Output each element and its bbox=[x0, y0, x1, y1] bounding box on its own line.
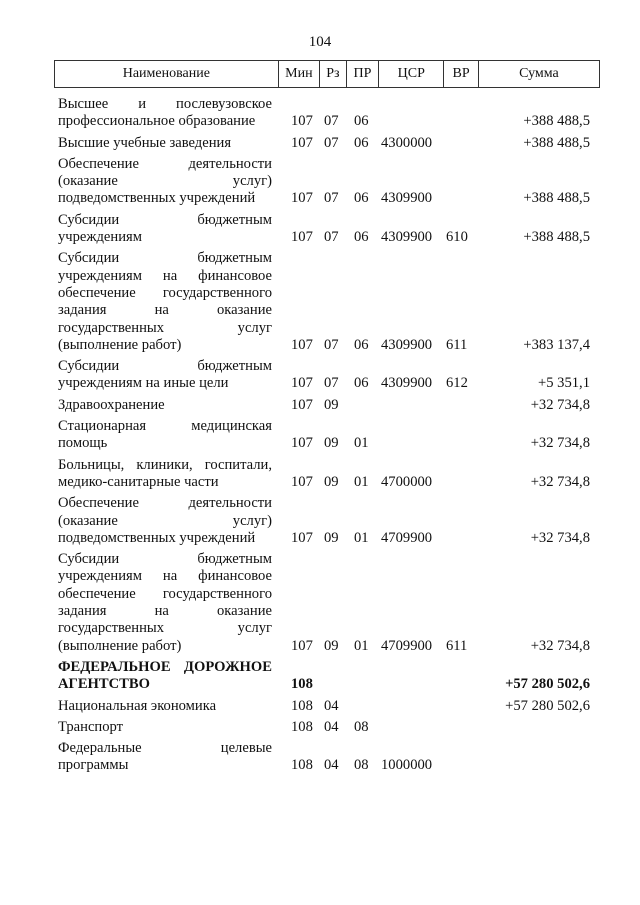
table-row bbox=[58, 698, 590, 715]
row-pr: 08 bbox=[354, 718, 369, 735]
row-name-line: обеспечение государственного bbox=[58, 284, 272, 301]
row-min: 108 bbox=[291, 676, 313, 693]
header-vr: ВР bbox=[444, 61, 479, 87]
row-name-line: Стационарная медицинская bbox=[58, 418, 272, 435]
row-pr: 01 bbox=[354, 637, 369, 654]
row-name-line: Субсидии бюджетным bbox=[58, 211, 272, 228]
row-name-line: подведомственных учреждений bbox=[58, 529, 256, 546]
row-rz: 09 bbox=[324, 435, 339, 452]
row-rz: 04 bbox=[324, 718, 339, 735]
row-name-line: Высшее и послевузовское bbox=[58, 96, 272, 112]
row-pr: 01 bbox=[354, 529, 369, 546]
header-pr: ПР bbox=[347, 61, 380, 87]
row-min: 108 bbox=[291, 757, 313, 774]
table-header bbox=[54, 60, 600, 88]
row-pr: 06 bbox=[354, 134, 369, 151]
row-sum: +388 488,5 bbox=[523, 229, 590, 246]
table-body bbox=[58, 96, 590, 779]
row-name-line: Здравоохранение bbox=[58, 396, 165, 413]
row-name-line: подведомственных учреждений bbox=[58, 190, 256, 207]
row-rz: 07 bbox=[324, 229, 339, 246]
table-row bbox=[58, 457, 590, 492]
row-name-line: (оказание услуг) bbox=[58, 512, 272, 529]
row-name bbox=[58, 719, 272, 736]
row-vr: 610 bbox=[446, 229, 468, 246]
row-name-line: Субсидии бюджетным bbox=[58, 358, 272, 375]
row-csr: 4309900 bbox=[381, 190, 433, 207]
row-name-line: Больницы, клиники, госпитали, bbox=[58, 456, 272, 473]
row-name-line: программы bbox=[58, 757, 129, 774]
row-pr: 01 bbox=[354, 435, 369, 452]
table-row bbox=[58, 551, 590, 655]
row-name-line: ФЕДЕРАЛЬНОЕ ДОРОЖНОЕ bbox=[58, 658, 272, 675]
row-name bbox=[58, 358, 272, 393]
row-min: 108 bbox=[291, 697, 313, 714]
row-name-line: (выполнение работ) bbox=[58, 336, 182, 353]
row-name-line: Обеспечение деятельности bbox=[58, 495, 272, 512]
row-sum: +32 734,8 bbox=[530, 529, 590, 546]
table-row bbox=[58, 212, 590, 247]
row-name-line: помощь bbox=[58, 435, 108, 452]
row-sum: +5 351,1 bbox=[537, 375, 590, 392]
row-pr: 06 bbox=[354, 229, 369, 246]
row-pr: 06 bbox=[354, 375, 369, 392]
row-csr: 4309900 bbox=[381, 229, 433, 246]
row-csr: 4309900 bbox=[381, 336, 433, 353]
row-rz: 07 bbox=[324, 134, 339, 151]
row-name bbox=[58, 250, 272, 354]
row-name bbox=[58, 156, 272, 208]
row-name-line: задания на оказание bbox=[58, 603, 272, 620]
row-rz: 07 bbox=[324, 190, 339, 207]
row-name bbox=[58, 212, 272, 247]
table-row bbox=[58, 135, 590, 152]
row-sum: +32 734,8 bbox=[530, 435, 590, 452]
row-vr: 611 bbox=[446, 336, 468, 353]
row-name-line: Высшие учебные заведения bbox=[58, 134, 232, 151]
row-rz: 07 bbox=[324, 113, 339, 130]
header-csr: ЦСР bbox=[379, 61, 444, 87]
page-number: 104 bbox=[308, 34, 332, 50]
row-name-line: Национальная экономика bbox=[58, 697, 217, 714]
table-row bbox=[58, 397, 590, 414]
row-sum: +32 734,8 bbox=[530, 637, 590, 654]
row-vr: 611 bbox=[446, 637, 468, 654]
row-sum: +383 137,4 bbox=[523, 336, 590, 353]
row-name-line: (оказание услуг) bbox=[58, 173, 272, 190]
row-rz: 07 bbox=[324, 375, 339, 392]
row-name bbox=[58, 397, 272, 414]
row-name bbox=[58, 698, 272, 715]
header-rz: Рз bbox=[320, 61, 347, 87]
row-rz: 07 bbox=[324, 336, 339, 353]
row-sum: +388 488,5 bbox=[523, 190, 590, 207]
row-pr: 06 bbox=[354, 190, 369, 207]
table-row bbox=[58, 659, 590, 694]
table-row bbox=[58, 740, 590, 775]
row-name-line: профессиональное образование bbox=[58, 113, 256, 130]
row-min: 107 bbox=[291, 113, 313, 130]
row-name-line: государственных услуг bbox=[58, 319, 272, 336]
row-name-line: задания на оказание bbox=[58, 302, 272, 319]
row-name-line: обеспечение государственного bbox=[58, 585, 272, 602]
row-name-line: государственных услуг bbox=[58, 620, 272, 637]
row-name bbox=[58, 96, 272, 131]
row-pr: 06 bbox=[354, 113, 369, 130]
row-pr: 01 bbox=[354, 473, 369, 490]
row-sum: +57 280 502,6 bbox=[505, 676, 590, 693]
table-row bbox=[58, 96, 590, 131]
row-name-line: Обеспечение деятельности bbox=[58, 155, 272, 172]
row-name-line: учреждениям на иные цели bbox=[58, 375, 229, 392]
row-name-line: учреждениям на финансовое bbox=[58, 267, 272, 284]
row-name-line: учреждениям на финансовое bbox=[58, 568, 272, 585]
row-sum: +388 488,5 bbox=[523, 113, 590, 130]
row-rz: 04 bbox=[324, 697, 339, 714]
row-csr: 4709900 bbox=[381, 529, 433, 546]
row-csr: 4700000 bbox=[381, 473, 433, 490]
row-sum: +32 734,8 bbox=[530, 473, 590, 490]
row-name-line: АГЕНТСТВО bbox=[58, 676, 151, 693]
row-name bbox=[58, 457, 272, 492]
row-min: 107 bbox=[291, 435, 313, 452]
row-min: 107 bbox=[291, 396, 313, 413]
row-sum: +57 280 502,6 bbox=[505, 697, 590, 714]
row-name bbox=[58, 740, 272, 775]
row-csr: 4300000 bbox=[381, 134, 433, 151]
table-row bbox=[58, 719, 590, 736]
row-min: 107 bbox=[291, 336, 313, 353]
row-min: 107 bbox=[291, 375, 313, 392]
row-csr: 4309900 bbox=[381, 375, 433, 392]
row-pr: 06 bbox=[354, 336, 369, 353]
table-row bbox=[58, 156, 590, 208]
row-name-line: Субсидии бюджетным bbox=[58, 250, 272, 267]
header-min: Мин bbox=[279, 61, 320, 87]
row-name bbox=[58, 135, 272, 152]
table-row bbox=[58, 495, 590, 547]
row-name bbox=[58, 551, 272, 655]
row-name-line: Субсидии бюджетным bbox=[58, 551, 272, 568]
table-row bbox=[58, 250, 590, 354]
row-name bbox=[58, 495, 272, 547]
row-min: 107 bbox=[291, 473, 313, 490]
row-name-line: (выполнение работ) bbox=[58, 637, 182, 654]
row-rz: 09 bbox=[324, 396, 339, 413]
row-min: 107 bbox=[291, 529, 313, 546]
row-csr: 1000000 bbox=[381, 757, 433, 774]
row-name bbox=[58, 418, 272, 453]
header-name: Наименование bbox=[55, 61, 279, 87]
row-name-line: медико-санитарные части bbox=[58, 473, 219, 490]
row-rz: 09 bbox=[324, 529, 339, 546]
row-name bbox=[58, 659, 272, 694]
row-rz: 04 bbox=[324, 757, 339, 774]
row-rz: 09 bbox=[324, 473, 339, 490]
row-sum: +32 734,8 bbox=[530, 396, 590, 413]
row-min: 107 bbox=[291, 229, 313, 246]
table-row bbox=[58, 418, 590, 453]
row-min: 107 bbox=[291, 134, 313, 151]
row-csr: 4709900 bbox=[381, 637, 433, 654]
row-pr: 08 bbox=[354, 757, 369, 774]
row-rz: 09 bbox=[324, 637, 339, 654]
header-sum: Сумма bbox=[519, 66, 559, 81]
row-sum: +388 488,5 bbox=[523, 134, 590, 151]
row-min: 107 bbox=[291, 190, 313, 207]
table-row bbox=[58, 358, 590, 393]
row-vr: 612 bbox=[446, 375, 468, 392]
row-min: 108 bbox=[291, 718, 313, 735]
row-name-line: учреждениям bbox=[58, 229, 142, 246]
row-name-line: Транспорт bbox=[58, 718, 124, 735]
row-name-line: Федеральные целевые bbox=[58, 740, 272, 757]
row-min: 107 bbox=[291, 637, 313, 654]
